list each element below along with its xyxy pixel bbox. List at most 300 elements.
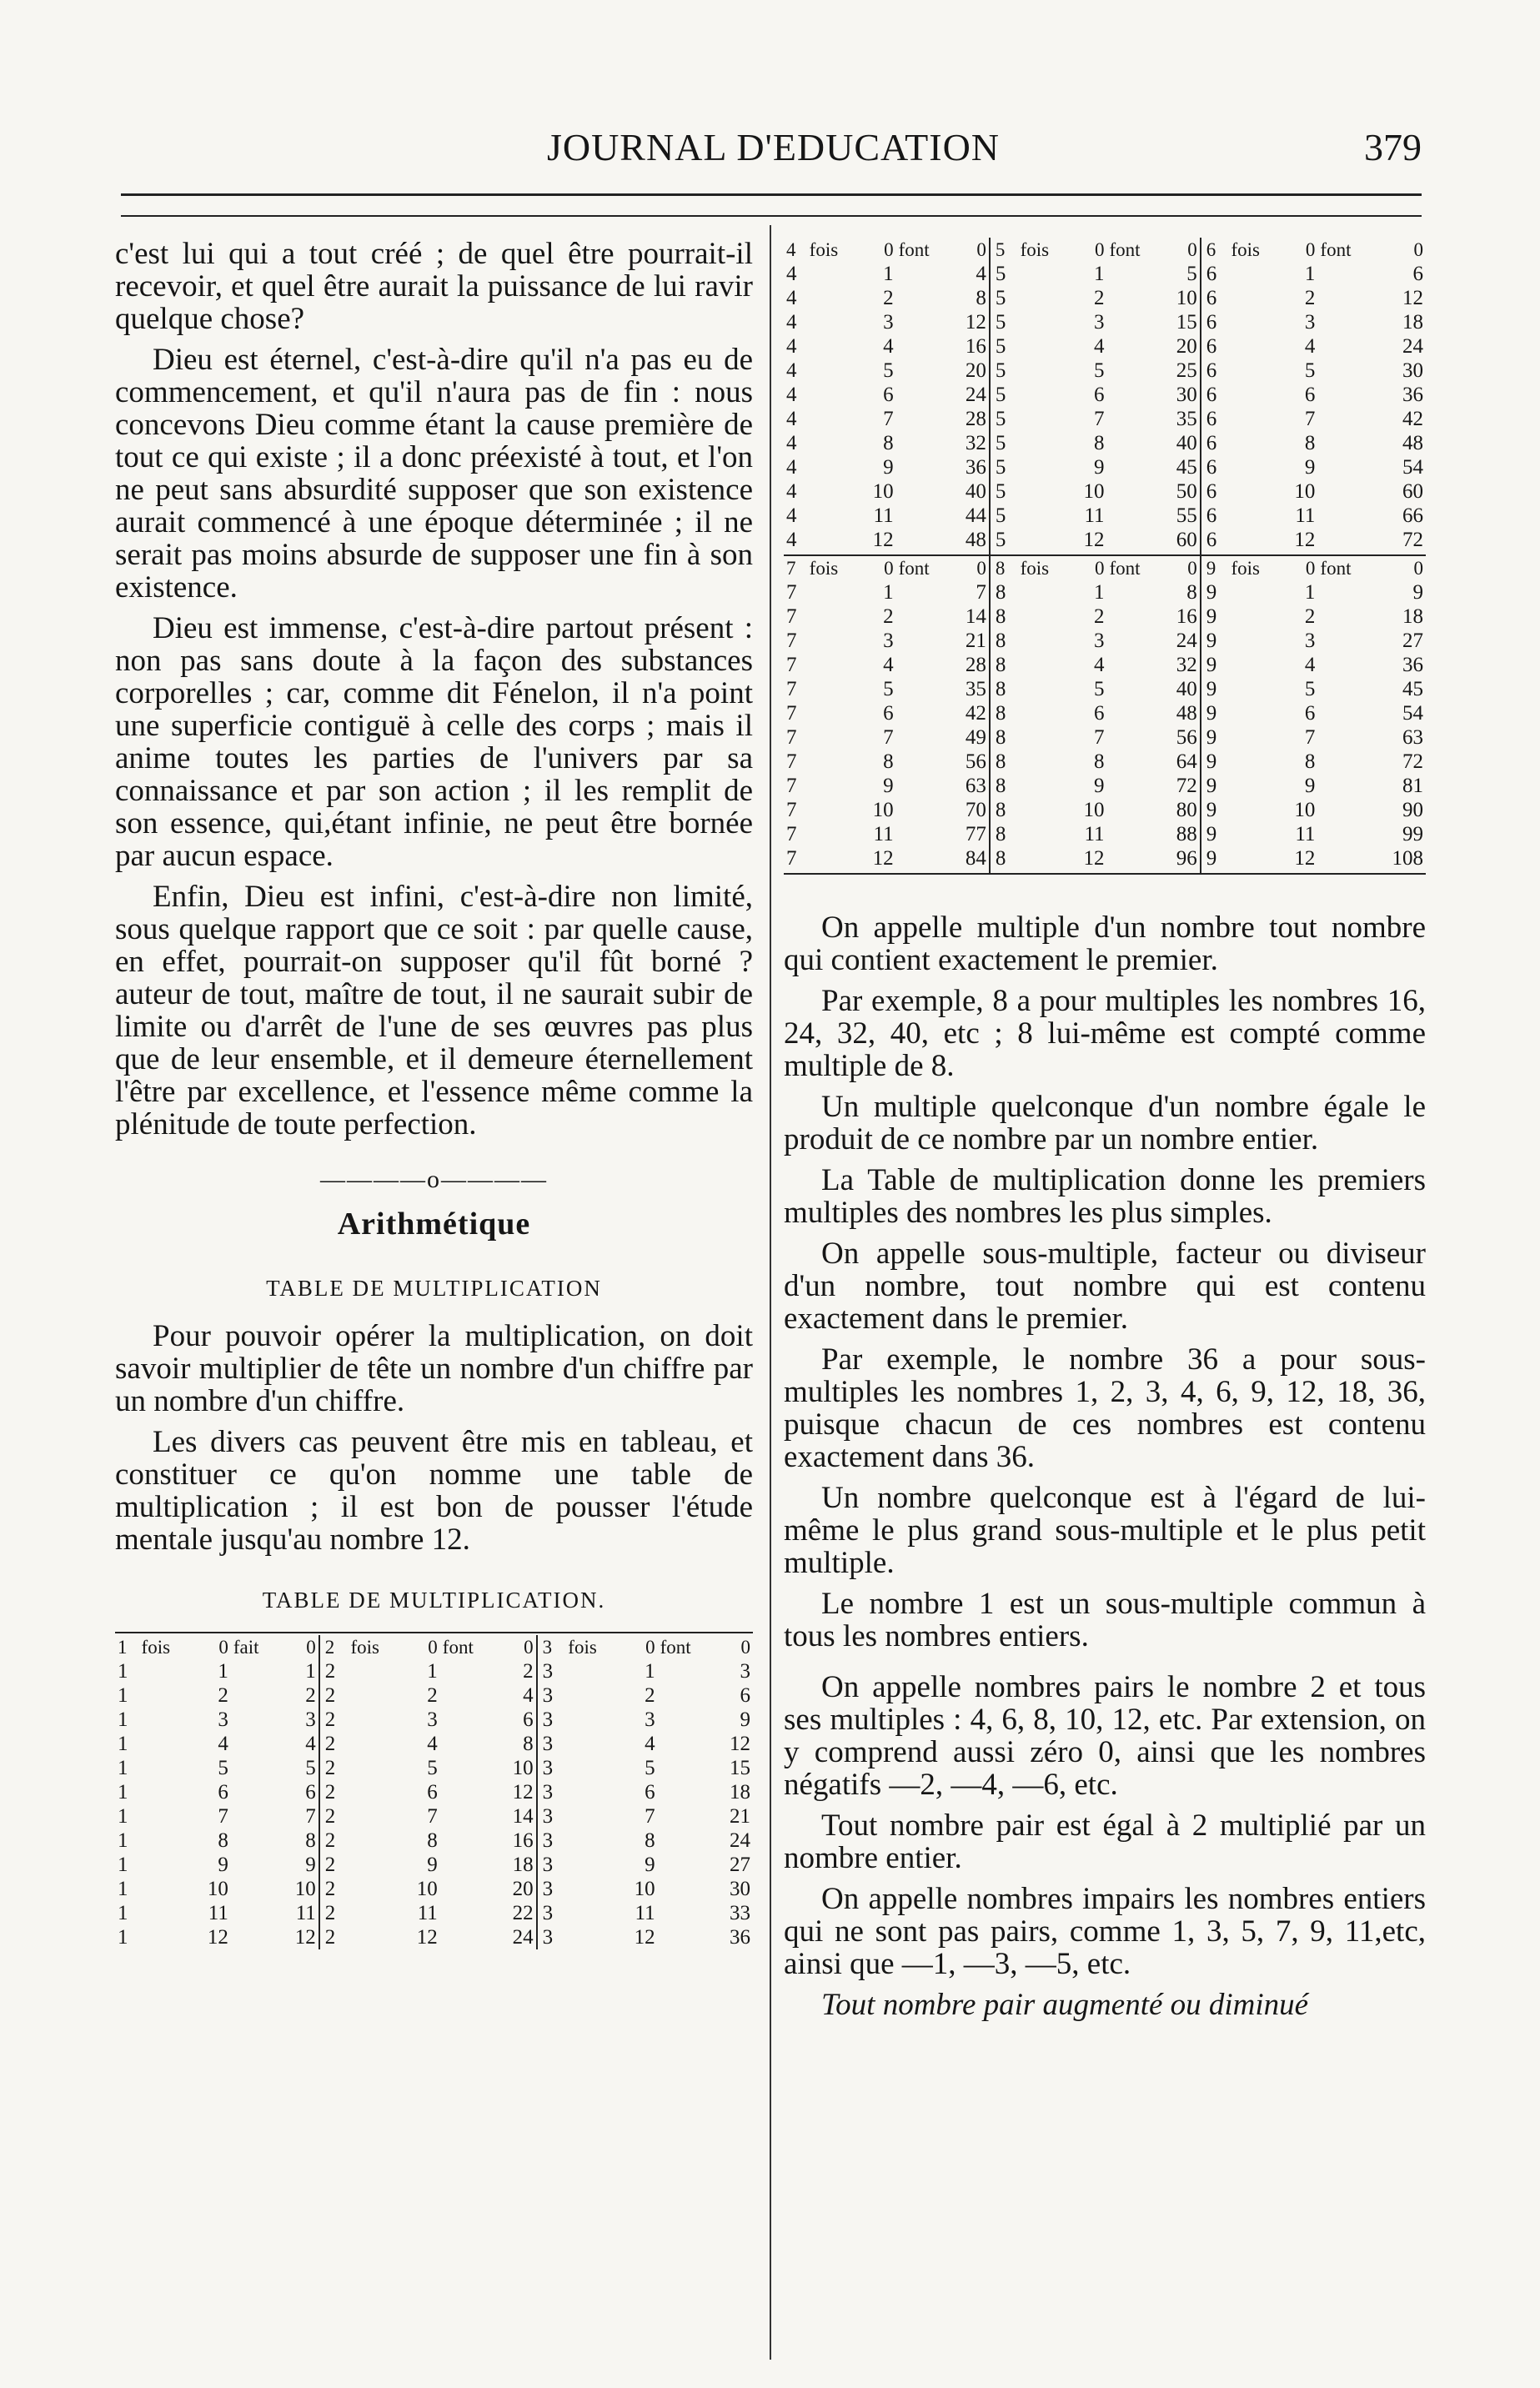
table-multiplier: 7 bbox=[883, 726, 894, 749]
table-word-font: font bbox=[1320, 558, 1352, 579]
table-base: 3 bbox=[537, 1659, 566, 1683]
table-product: 8 bbox=[523, 1733, 534, 1755]
table-product: 6 bbox=[305, 1781, 316, 1804]
table-base: 4 bbox=[786, 480, 797, 503]
table-multiplier: 1 bbox=[1304, 263, 1316, 285]
table-spacer bbox=[1317, 407, 1371, 431]
table-product: 10 bbox=[1176, 287, 1197, 309]
table-product: 20 bbox=[965, 359, 986, 382]
table-product: 3 bbox=[740, 1660, 750, 1683]
table-spacer bbox=[231, 1756, 278, 1780]
table-base: 4 bbox=[786, 384, 797, 406]
table-word-font: font bbox=[442, 1637, 474, 1658]
table-product: 96 bbox=[1161, 846, 1201, 874]
table-spacer bbox=[807, 286, 858, 310]
table-multiplier: 11 bbox=[1295, 504, 1316, 527]
table-spacer bbox=[1228, 701, 1279, 725]
table-spacer bbox=[807, 580, 858, 605]
table-spacer bbox=[139, 1804, 191, 1829]
table-multiplier: 4 bbox=[1094, 654, 1105, 676]
table-base: 5 bbox=[990, 383, 1018, 407]
table-multiplier: 9 bbox=[1304, 456, 1316, 479]
table-spacer bbox=[348, 1732, 399, 1756]
table-spacer bbox=[1018, 822, 1069, 846]
table-multiplier: 1 bbox=[645, 1660, 655, 1683]
table-spacer bbox=[896, 262, 950, 286]
table-spacer bbox=[1317, 359, 1371, 383]
table-product: 5 bbox=[305, 1757, 316, 1779]
table-spacer bbox=[658, 1780, 713, 1804]
table-spacer bbox=[348, 1708, 399, 1732]
paragraph: La Table de multiplication donne les premiers multiples des nombres les plus simples. bbox=[784, 1163, 1426, 1230]
table-row bbox=[115, 1853, 753, 1877]
table-base: 8 bbox=[990, 555, 1018, 580]
table-multiplier: 6 bbox=[1304, 384, 1316, 406]
table-multiplier: 7 bbox=[427, 1805, 438, 1828]
table-spacer bbox=[1228, 262, 1279, 286]
table-product: 50 bbox=[1176, 480, 1197, 503]
table-base: 5 bbox=[990, 286, 1018, 310]
table-spacer bbox=[348, 1659, 399, 1683]
table-spacer bbox=[896, 580, 950, 605]
table-product: 22 bbox=[512, 1902, 534, 1924]
table-row bbox=[784, 701, 1426, 725]
table-product: 0 bbox=[1413, 239, 1423, 260]
table-row bbox=[784, 528, 1426, 555]
table-base: 6 bbox=[1201, 334, 1229, 359]
table-base: 9 bbox=[1201, 653, 1229, 677]
table-product: 18 bbox=[730, 1781, 750, 1804]
table-spacer bbox=[896, 286, 950, 310]
table-product: 45 bbox=[1402, 678, 1423, 700]
table-multiplier: 1 bbox=[427, 1660, 438, 1683]
table-spacer bbox=[896, 774, 950, 798]
table-base: 2 bbox=[319, 1901, 349, 1925]
table-row bbox=[784, 677, 1426, 701]
table-base: 8 bbox=[990, 701, 1018, 725]
table-spacer bbox=[1317, 653, 1371, 677]
table-base: 7 bbox=[786, 799, 797, 821]
table-spacer bbox=[565, 1877, 617, 1901]
table-multiplier: 8 bbox=[1094, 750, 1105, 773]
table-base: 4 bbox=[786, 335, 797, 358]
table-word-font: font bbox=[1109, 558, 1141, 579]
table-row bbox=[784, 407, 1426, 431]
table-spacer bbox=[565, 1829, 617, 1853]
table-spacer bbox=[231, 1853, 278, 1877]
table-spacer bbox=[231, 1829, 278, 1853]
table-spacer bbox=[231, 1925, 278, 1949]
table-multiplier: 2 bbox=[883, 287, 894, 309]
paragraph: Tout nombre pair augmenté ou diminué bbox=[821, 1988, 1309, 2022]
table-spacer bbox=[231, 1708, 278, 1732]
table-base: 8 bbox=[990, 677, 1018, 701]
table-multiplier: 1 bbox=[1094, 263, 1105, 285]
table-spacer bbox=[565, 1732, 617, 1756]
table-multiplier: 11 bbox=[873, 823, 894, 845]
table-multiplier: 10 bbox=[207, 1878, 228, 1900]
table-spacer bbox=[139, 1829, 191, 1853]
table-product: 81 bbox=[1402, 775, 1423, 797]
table-base: 5 bbox=[990, 359, 1018, 383]
table-base: 8 bbox=[990, 605, 1018, 629]
table-multiplier: 4 bbox=[1094, 335, 1105, 358]
table-product: 6 bbox=[1412, 263, 1423, 285]
table-spacer bbox=[658, 1877, 713, 1901]
table-product: 66 bbox=[1402, 504, 1423, 527]
table-spacer bbox=[139, 1756, 191, 1780]
table-spacer bbox=[565, 1804, 617, 1829]
table-base: 9 bbox=[1201, 750, 1229, 774]
table-multiplier: 5 bbox=[1094, 359, 1105, 382]
table-spacer bbox=[139, 1780, 191, 1804]
table-base: 7 bbox=[784, 846, 807, 874]
table-spacer bbox=[807, 798, 858, 822]
table-product: 45 bbox=[1176, 456, 1197, 479]
table-spacer bbox=[1107, 431, 1161, 455]
table-spacer bbox=[807, 334, 858, 359]
table-row bbox=[784, 504, 1426, 528]
table-multiplier: 2 bbox=[218, 1684, 228, 1707]
table-multiplier: 3 bbox=[1094, 311, 1105, 334]
table-spacer bbox=[440, 1877, 495, 1901]
table-product: 21 bbox=[730, 1805, 750, 1828]
table-base: 1 bbox=[118, 1902, 128, 1924]
table-spacer bbox=[440, 1804, 495, 1829]
table-spacer bbox=[348, 1829, 399, 1853]
table-spacer bbox=[565, 1853, 617, 1877]
table-product: 24 bbox=[965, 384, 986, 406]
table-spacer bbox=[1107, 407, 1161, 431]
table-multiplier: 4 bbox=[218, 1733, 228, 1755]
table-spacer bbox=[1107, 629, 1161, 653]
table-row bbox=[784, 431, 1426, 455]
table-spacer bbox=[1107, 504, 1161, 528]
table-spacer bbox=[896, 750, 950, 774]
table-spacer bbox=[1107, 528, 1161, 555]
table-multiplier: 10 bbox=[1083, 799, 1105, 821]
table-spacer bbox=[896, 528, 950, 555]
multiplication-grid bbox=[115, 1635, 753, 1949]
table-spacer bbox=[1228, 310, 1279, 334]
table-heading: TABLE DE MULTIPLICATION bbox=[266, 1276, 602, 1301]
table-product: 4 bbox=[305, 1733, 316, 1755]
table-base: 8 bbox=[990, 846, 1018, 874]
table-base: 1 bbox=[118, 1660, 128, 1683]
table-base: 7 bbox=[786, 678, 797, 700]
table-base: 4 bbox=[786, 504, 797, 527]
table-spacer bbox=[348, 1683, 399, 1708]
table-multiplier: 2 bbox=[883, 605, 894, 628]
table-spacer bbox=[1018, 334, 1069, 359]
table-multiplier: 5 bbox=[1304, 359, 1316, 382]
table-multiplier: 4 bbox=[1304, 335, 1316, 358]
table-multiplier: 1 bbox=[883, 581, 894, 604]
table-base: 7 bbox=[786, 823, 797, 845]
table-product: 35 bbox=[1176, 408, 1197, 430]
table-multiplier: 8 bbox=[1094, 432, 1105, 454]
table-multiplier: 1 bbox=[1304, 581, 1316, 604]
table-base: 9 bbox=[1201, 677, 1229, 701]
table-multiplier: 0 bbox=[1305, 558, 1316, 579]
table-spacer bbox=[1228, 846, 1279, 874]
table-multiplier: 12 bbox=[1068, 528, 1106, 555]
table-product: 7 bbox=[305, 1805, 316, 1828]
table-spacer bbox=[1317, 286, 1371, 310]
table-multiplier: 8 bbox=[883, 432, 894, 454]
table-base: 7 bbox=[786, 726, 797, 749]
table-spacer bbox=[1317, 431, 1371, 455]
table-product: 21 bbox=[965, 630, 986, 652]
table-spacer bbox=[1018, 725, 1069, 750]
table-spacer bbox=[896, 701, 950, 725]
table-base: 3 bbox=[537, 1829, 566, 1853]
table-spacer bbox=[440, 1659, 495, 1683]
table-spacer bbox=[348, 1877, 399, 1901]
table-product: 3 bbox=[305, 1708, 316, 1731]
table-base: 9 bbox=[1201, 555, 1229, 580]
table-spacer bbox=[896, 605, 950, 629]
table-base: 1 bbox=[118, 1805, 128, 1828]
table-spacer bbox=[1107, 822, 1161, 846]
table-multiplier: 11 bbox=[873, 504, 894, 527]
table-product: 16 bbox=[512, 1829, 534, 1852]
table-base: 3 bbox=[537, 1683, 566, 1708]
table-spacer bbox=[896, 455, 950, 479]
table-base: 3 bbox=[537, 1708, 566, 1732]
table-spacer bbox=[1107, 605, 1161, 629]
table-multiplier: 8 bbox=[883, 750, 894, 773]
table-base: 8 bbox=[990, 629, 1018, 653]
table-product: 48 bbox=[1176, 702, 1197, 725]
table-row bbox=[784, 262, 1426, 286]
table-multiplier: 8 bbox=[218, 1829, 228, 1852]
table-multiplier: 4 bbox=[883, 654, 894, 676]
table-word-fois: fois bbox=[809, 239, 839, 260]
table-spacer bbox=[896, 334, 950, 359]
table-spacer bbox=[1018, 677, 1069, 701]
table-spacer bbox=[896, 629, 950, 653]
table-product: 12 bbox=[1402, 287, 1423, 309]
table-product: 28 bbox=[965, 408, 986, 430]
table-product: 108 bbox=[1372, 846, 1426, 874]
table-product: 0 bbox=[740, 1637, 750, 1658]
table-multiplier: 9 bbox=[218, 1854, 228, 1876]
table-product: 36 bbox=[965, 456, 986, 479]
table-multiplier: 6 bbox=[883, 702, 894, 725]
table-multiplier: 9 bbox=[883, 775, 894, 797]
table-base: 1 bbox=[118, 1878, 128, 1900]
table-spacer bbox=[1018, 846, 1069, 874]
table-product: 48 bbox=[1402, 432, 1423, 454]
table-multiplier: 1 bbox=[883, 263, 894, 285]
table-spacer bbox=[658, 1708, 713, 1732]
table-product: 25 bbox=[1176, 359, 1197, 382]
table-spacer bbox=[1228, 580, 1279, 605]
table-base: 8 bbox=[990, 725, 1018, 750]
table-spacer bbox=[1018, 431, 1069, 455]
table-row bbox=[784, 629, 1426, 653]
table-product: 12 bbox=[294, 1926, 316, 1949]
table-spacer bbox=[1228, 605, 1279, 629]
table-base: 5 bbox=[990, 334, 1018, 359]
table-row bbox=[115, 1635, 753, 1659]
table-base: 2 bbox=[319, 1804, 349, 1829]
table-multiplier: 12 bbox=[634, 1926, 655, 1949]
table-product: 88 bbox=[1176, 823, 1197, 845]
table-product: 99 bbox=[1402, 823, 1423, 845]
table-base: 7 bbox=[786, 654, 797, 676]
table-spacer bbox=[440, 1732, 495, 1756]
table-multiplier: 3 bbox=[645, 1708, 655, 1731]
table-product: 0 bbox=[306, 1637, 316, 1658]
table-multiplier: 2 bbox=[427, 1684, 438, 1707]
table-spacer bbox=[1317, 383, 1371, 407]
table-multiplier: 2 bbox=[1094, 605, 1105, 628]
table-product: 5 bbox=[1186, 263, 1197, 285]
table-base: 7 bbox=[786, 605, 797, 628]
table-product: 60 bbox=[1161, 528, 1201, 555]
table-multiplier: 7 bbox=[1304, 408, 1316, 430]
table-base: 8 bbox=[990, 653, 1018, 677]
table-row bbox=[784, 725, 1426, 750]
table-row bbox=[115, 1780, 753, 1804]
table-spacer bbox=[1228, 653, 1279, 677]
table-spacer bbox=[231, 1780, 278, 1804]
table-row bbox=[784, 580, 1426, 605]
table-product: 63 bbox=[1402, 726, 1423, 749]
multiplication-grid bbox=[784, 238, 1426, 875]
table-spacer bbox=[807, 359, 858, 383]
table-base: 5 bbox=[990, 455, 1018, 479]
table-product: 72 bbox=[1176, 775, 1197, 797]
header-rule-top bbox=[121, 193, 1422, 196]
table-spacer bbox=[807, 310, 858, 334]
table-base: 1 bbox=[118, 1733, 128, 1755]
column-divider bbox=[770, 225, 771, 2360]
table-spacer bbox=[1228, 822, 1279, 846]
table-product: 40 bbox=[965, 480, 986, 503]
table-base: 6 bbox=[1201, 479, 1229, 504]
table-spacer bbox=[231, 1659, 278, 1683]
table-spacer bbox=[1018, 407, 1069, 431]
table-multiplier: 10 bbox=[1294, 799, 1316, 821]
table-product: 4 bbox=[523, 1684, 534, 1707]
table-spacer bbox=[896, 653, 950, 677]
table-product: 0 bbox=[1413, 558, 1423, 579]
table-base: 5 bbox=[990, 528, 1018, 555]
table-spacer bbox=[1018, 653, 1069, 677]
table-spacer bbox=[1317, 677, 1371, 701]
table-word-fois: fois bbox=[1231, 558, 1260, 579]
table-multiplier: 9 bbox=[1304, 775, 1316, 797]
multiplication-table-4-9 bbox=[784, 238, 1426, 875]
table-multiplier: 0 bbox=[1095, 239, 1105, 260]
table-row bbox=[784, 286, 1426, 310]
table-product: 9 bbox=[740, 1708, 750, 1731]
table-base: 5 bbox=[990, 407, 1018, 431]
table-row bbox=[115, 1925, 753, 1949]
table-base: 2 bbox=[319, 1853, 349, 1877]
table-spacer bbox=[807, 701, 858, 725]
table-base: 8 bbox=[990, 774, 1018, 798]
table-multiplier: 7 bbox=[883, 408, 894, 430]
table-product: 15 bbox=[730, 1757, 750, 1779]
table-base: 3 bbox=[537, 1853, 566, 1877]
table-spacer bbox=[1018, 504, 1069, 528]
table-multiplier: 7 bbox=[218, 1805, 228, 1828]
table-multiplier: 9 bbox=[883, 456, 894, 479]
table-multiplier: 5 bbox=[883, 678, 894, 700]
table-spacer bbox=[807, 677, 858, 701]
table-spacer bbox=[440, 1708, 495, 1732]
table-spacer bbox=[658, 1853, 713, 1877]
table-base: 9 bbox=[1201, 605, 1229, 629]
paragraph: Pour pouvoir opérer la multiplication, on doit savoir multiplier de tête un nombre d'un chiffre par un nombre d'un chiffre. bbox=[115, 1319, 753, 1418]
table-spacer bbox=[1228, 479, 1279, 504]
table-spacer bbox=[348, 1853, 399, 1877]
table-spacer bbox=[896, 431, 950, 455]
table-spacer bbox=[348, 1901, 399, 1925]
table-product: 63 bbox=[965, 775, 986, 797]
table-product: 54 bbox=[1402, 702, 1423, 725]
table-multiplier: 0 bbox=[884, 239, 894, 260]
table-spacer bbox=[807, 407, 858, 431]
table-spacer bbox=[1107, 725, 1161, 750]
table-spacer bbox=[1107, 455, 1161, 479]
table-row bbox=[115, 1683, 753, 1708]
table-product: 42 bbox=[1402, 408, 1423, 430]
table-spacer bbox=[1317, 605, 1371, 629]
table-product: 8 bbox=[1186, 581, 1197, 604]
table-base: 3 bbox=[537, 1732, 566, 1756]
table-base: 8 bbox=[990, 822, 1018, 846]
table-multiplier: 9 bbox=[427, 1854, 438, 1876]
journal-title: JOURNAL D'EDUCATION bbox=[546, 126, 1001, 168]
table-spacer bbox=[1317, 310, 1371, 334]
table-row bbox=[115, 1659, 753, 1683]
table-spacer bbox=[1317, 822, 1371, 846]
table-base: 1 bbox=[118, 1637, 128, 1658]
table-word-font: fait bbox=[233, 1637, 259, 1658]
table-spacer bbox=[565, 1756, 617, 1780]
table-product: 12 bbox=[512, 1781, 534, 1804]
table-multiplier: 9 bbox=[1094, 456, 1105, 479]
table-spacer bbox=[231, 1877, 278, 1901]
table-base: 8 bbox=[990, 580, 1018, 605]
table-base: 1 bbox=[118, 1829, 128, 1852]
table-product: 48 bbox=[950, 528, 990, 555]
table-spacer bbox=[1317, 846, 1371, 874]
table-multiplier: 5 bbox=[645, 1757, 655, 1779]
table-multiplier: 3 bbox=[218, 1708, 228, 1731]
table-base: 3 bbox=[537, 1635, 566, 1659]
table-multiplier: 2 bbox=[1304, 287, 1316, 309]
table-spacer bbox=[440, 1925, 495, 1949]
table-product: 8 bbox=[305, 1829, 316, 1852]
paragraph: On appelle nombres pairs le nombre 2 et tous ses multiples : 4, 6, 8, 10, 12, etc. Par extension, on y comprend aussi zéro 0, ainsi que les nombres négatifs —2, —4, —6, etc. bbox=[784, 1670, 1426, 1802]
table-spacer bbox=[896, 310, 950, 334]
table-spacer bbox=[440, 1853, 495, 1877]
table-product: 40 bbox=[1176, 678, 1197, 700]
table-product: 28 bbox=[965, 654, 986, 676]
table-spacer bbox=[807, 605, 858, 629]
paragraph: On appelle nombres impairs les nombres entiers qui ne sont pas pairs, comme 1, 3, 5, 7, 9, 11,etc, ainsi que —1, —3, —5, etc. bbox=[784, 1882, 1426, 1981]
table-spacer bbox=[807, 846, 858, 874]
table-multiplier: 9 bbox=[1094, 775, 1105, 797]
table-spacer bbox=[1228, 455, 1279, 479]
table-spacer bbox=[1018, 774, 1069, 798]
